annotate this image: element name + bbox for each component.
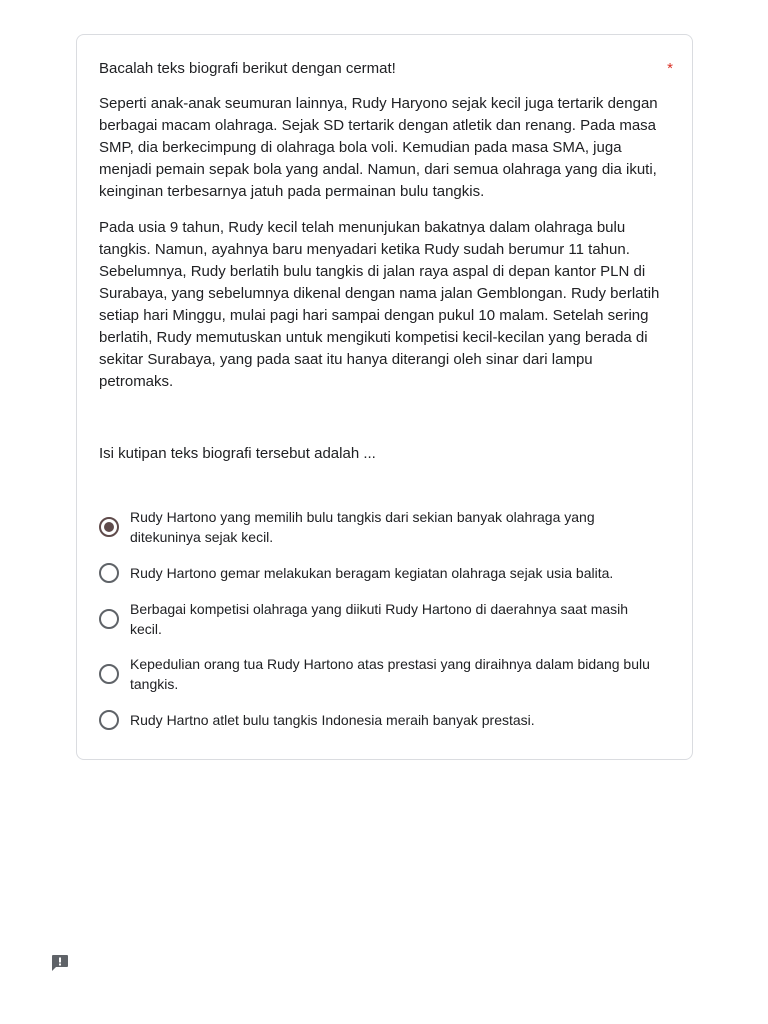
option-label: Rudy Hartono gemar melakukan beragam kegiatan olahraga sejak usia balita. <box>130 565 614 581</box>
question-card <box>76 34 693 760</box>
option-label: Berbagai kompetisi olahraga yang diikuti Rudy Hartono di daerahnya saat masih kecil. <box>130 601 629 637</box>
option-label: Rudy Hartono yang memilih bulu tangkis dari sekian banyak olahraga yang ditekuninya sejak kecil. <box>130 509 595 545</box>
passage-paragraph-1: Seperti anak-anak seumuran lainnya, Rudy Haryono sejak kecil juga tertarik dengan berbagai macam olahraga. Sejak SD tertarik dengan atletik dan renang. Pada masa SMP, dia berkecimpung di olahraga bola voli. Kemudian pada masa SMA, juga menjadi pemain sepak bola yang andal. Namun, dari semua olahraga yang dia ikuti, keinginan terbesarnya jatuh pada permainan bulu tangkis. <box>99 95 658 200</box>
question-header <box>99 59 673 79</box>
passage-paragraph-2: Pada usia 9 tahun, Rudy kecil telah menunjukan bakatnya dalam olahraga bulu tangkis. Namun, ayahnya baru menyadari ketika Rudy sudah berumur 11 tahun. Sebelumnya, Rudy berlatih bulu tangkis di jalan raya aspal di depan kantor PLN di Surabaya, yang sebelumnya dikenal dengan nama jalan Gemblongan. Rudy berlatih setiap hari Minggu, mulai pagi hari sampai dengan pukul 10 malam. Setelah sering berlatih, Rudy memutuskan untuk mengikuti kompetisi kecil-kecilan yang berada di sekitar Surabaya, yang pada saat itu hanya diterangi oleh sinar dari lampu petromaks. <box>99 219 660 390</box>
option-5[interactable] <box>99 710 659 730</box>
radio-button[interactable] <box>99 664 119 684</box>
option-3[interactable] <box>99 599 659 639</box>
option-4[interactable] <box>99 654 659 694</box>
required-marker: * <box>667 60 673 77</box>
option-1[interactable] <box>99 507 659 547</box>
question-prompt: Isi kutipan teks biografi tersebut adalah ... <box>99 445 376 462</box>
option-label: Rudy Hartno atlet bulu tangkis Indonesia meraih banyak prestasi. <box>130 712 535 728</box>
radio-button[interactable] <box>99 609 119 629</box>
option-label: Kepedulian orang tua Rudy Hartono atas prestasi yang diraihnya dalam bidang bulu tangkis. <box>130 656 650 692</box>
radio-button-selected[interactable] <box>99 517 119 537</box>
radio-button[interactable] <box>99 710 119 730</box>
radio-button[interactable] <box>99 563 119 583</box>
option-2[interactable] <box>99 563 659 583</box>
question-title: Bacalah teks biografi berikut dengan cermat! <box>99 60 396 77</box>
feedback-icon[interactable] <box>50 953 70 973</box>
